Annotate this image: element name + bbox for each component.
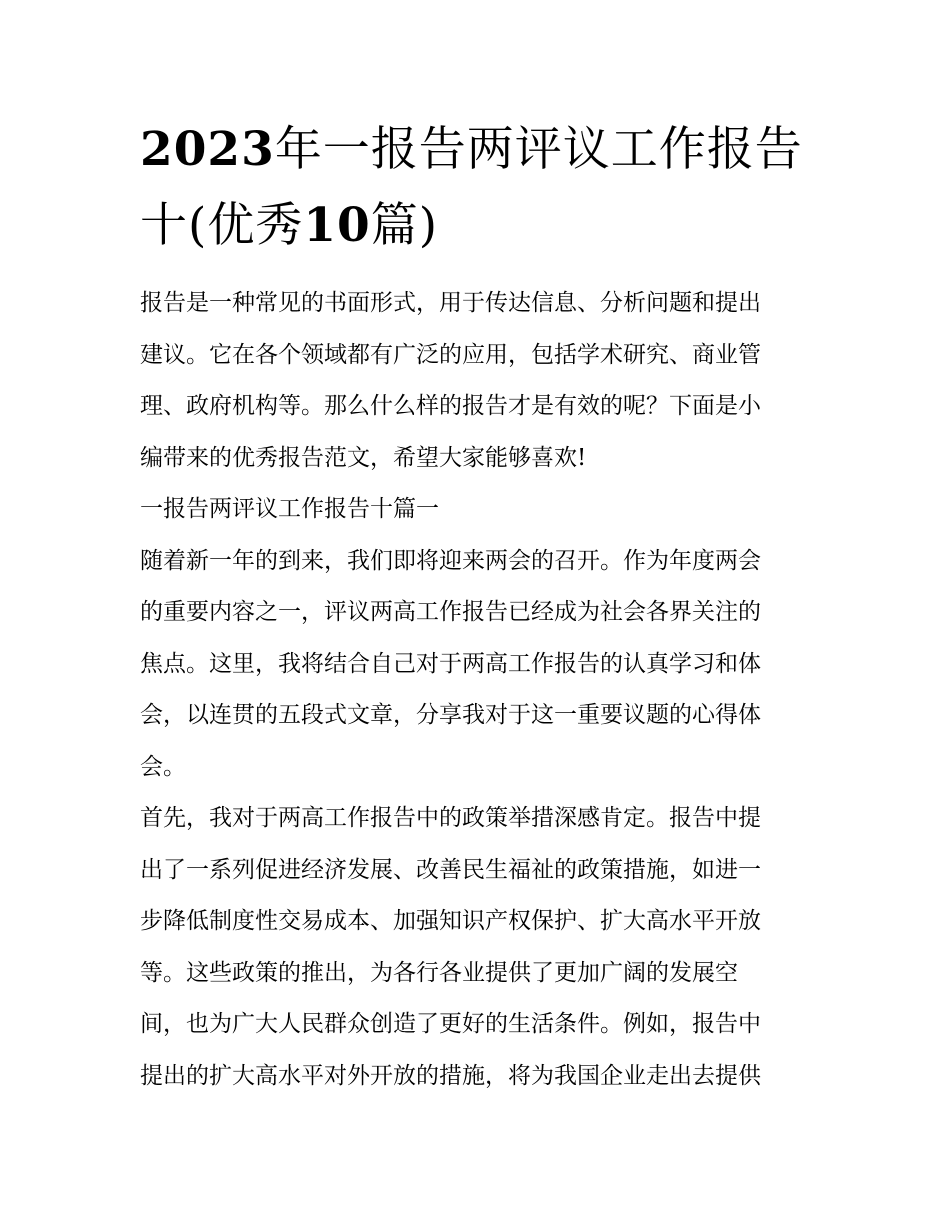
body-line: 提出的扩大高水平对外开放的措施，将为我国企业走出去提供: [140, 1062, 761, 1089]
title-line-1: [140, 112, 820, 188]
body-line: 焦点。这里，我将结合自己对于两高工作报告的认真学习和体: [140, 650, 761, 677]
body-line: 等。这些政策的推出，为各行各业提供了更加广阔的发展空: [140, 959, 738, 986]
document-body: [140, 278, 820, 1102]
title-count: 10: [303, 198, 371, 253]
document-title: [140, 112, 820, 264]
body-line: 建议。它在各个领域都有广泛的应用，包括学术研究、商业管: [140, 341, 761, 368]
section-heading: 一报告两评议工作报告十篇一: [140, 496, 439, 522]
body-line: 会。: [140, 753, 186, 780]
title-line-2: [140, 188, 820, 264]
body-line: 报告是一种常见的书面形式，用于传达信息、分析问题和提出: [140, 290, 761, 316]
title-year: 2023: [140, 122, 275, 177]
title-text-1: 年一报告两评议工作报告: [274, 122, 803, 177]
body-line: 出了一系列促进经济发展、改善民生福祉的政策措施，如进一: [140, 856, 761, 883]
body-line: 首先，我对于两高工作报告中的政策举措深感肯定。报告中提: [140, 805, 761, 831]
body-line: 随着新一年的到来，我们即将迎来两会的召开。作为年度两会: [140, 547, 761, 574]
body-line: 会，以连贯的五段式文章，分享我对于这一重要议题的心得体: [140, 702, 761, 728]
body-line: 理、政府机构等。那么什么样的报告才是有效的呢？下面是小: [140, 393, 761, 419]
body-line: 的重要内容之一，评议两高工作报告已经成为社会各界关注的: [140, 599, 761, 625]
title-text-2b: 篇): [370, 198, 439, 253]
title-text-2a: 十(优秀: [140, 198, 304, 253]
body-line: 编带来的优秀报告范文，希望大家能够喜欢!: [140, 444, 587, 471]
body-line: 步降低制度性交易成本、加强知识产权保护、扩大高水平开放: [140, 908, 761, 934]
body-line: 间，也为广大人民群众创造了更好的生活条件。例如，报告中: [140, 1011, 761, 1037]
